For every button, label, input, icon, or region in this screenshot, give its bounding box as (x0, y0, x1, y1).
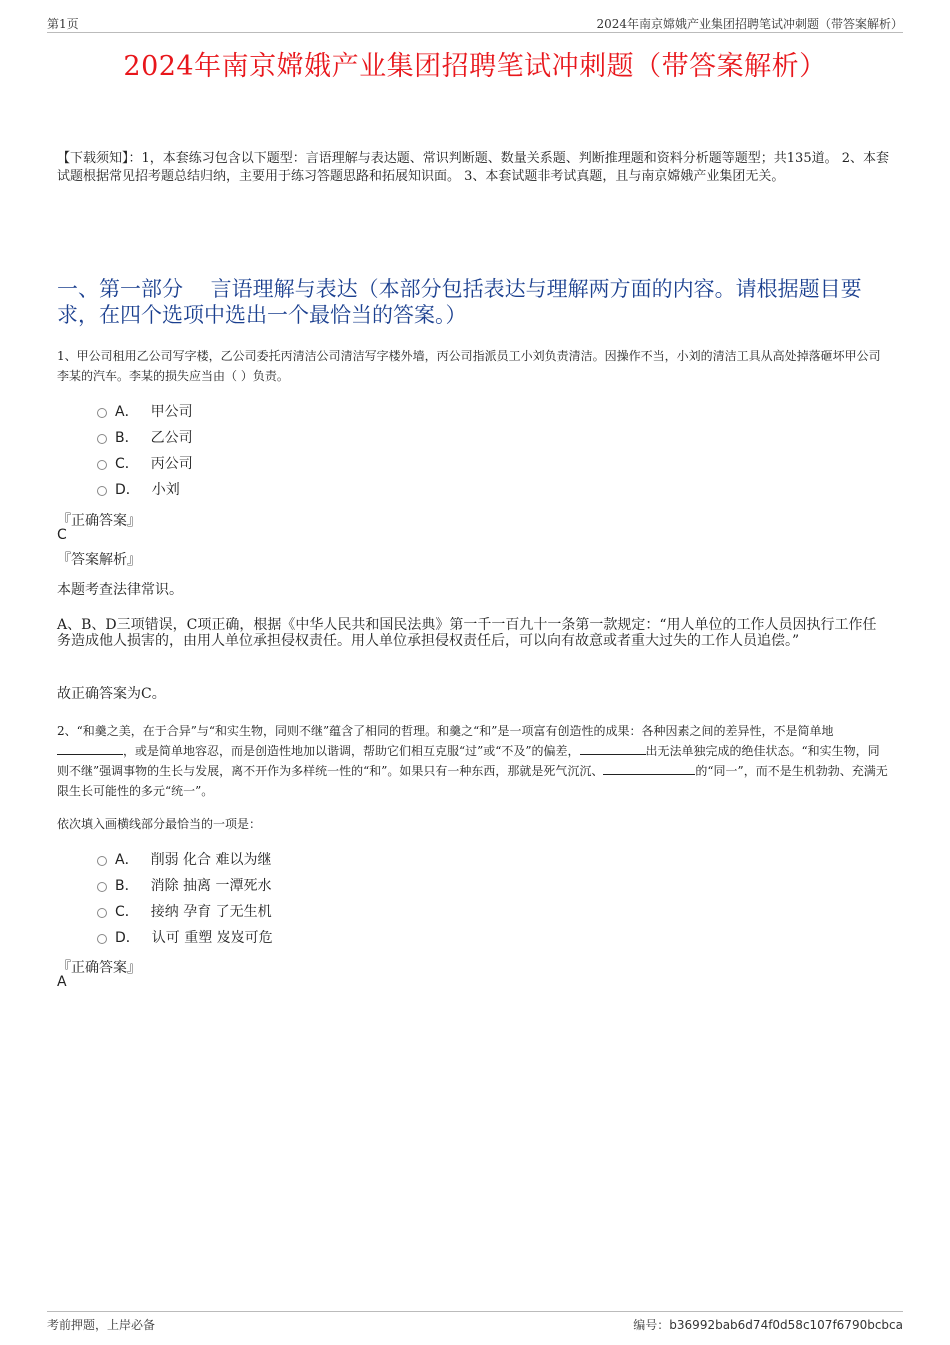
blank-3 (603, 762, 695, 775)
q1-analysis-conclusion: 故正确答案为C。 (57, 686, 166, 702)
question-2-prompt: 依次填入画横线部分最恰当的一项是： (57, 817, 262, 831)
radio-icon[interactable] (97, 856, 107, 866)
question-2-text: 2、“和羹之美，在于合异”与“和实生物，同则不继”蕴含了相同的哲理。和羹之“和”是一项富有创造性的成果：各种因素之间的差异性，不是简单地，或是简单地容忍，而是创造性地加以谐调，帮助它们相互克服“过”或“不及”的偏差， 出无法单独完成的绝佳状态。“和实生物，同则不继”强调事物的生长与发展，离不开作为多样统一性的“和”。如果只有一种东西，那就是死气沉沉、 的“同一”，而不是生机勃勃、充满无限生长可能性的多元“统一”。 (57, 724, 888, 798)
header-doc-title: 2024年南京嫦娥产业集团招聘笔试冲刺题（带答案解析） (596, 17, 903, 31)
q2-option-c[interactable]: C． 接纳 孕育 了无生机 (97, 898, 273, 924)
page-number: 第1页 (47, 17, 79, 31)
section-heading: 一、第一部分 言语理解与表达（本部分包括表达与理解两方面的内容。请根据题目要求，在四个选项中选出一个最恰当的答案。） (57, 277, 862, 327)
question-2-options (97, 846, 273, 950)
document-title: 2024年南京嫦娥产业集团招聘笔试冲刺题（带答案解析） (123, 51, 827, 82)
radio-icon[interactable] (97, 408, 107, 418)
q1-analysis-body: A、B、D三项错误，C项正确，根据《中华人民共和国民法典》第一千一百九十一条第一款规定：“用人单位的工作人员因执行工作任务造成他人损害的，由用人单位承担侵权责任。用人单位承担侵权责任后，可以向有故意或者重大过失的工作人员追偿。” (57, 617, 877, 649)
radio-icon[interactable] (97, 460, 107, 470)
q1-answer-label: 『正确答案』 (57, 513, 141, 529)
q1-option-d[interactable]: D． 小刘 (97, 476, 193, 502)
q1-analysis-label: 『答案解析』 (57, 552, 141, 568)
page-header (47, 14, 903, 33)
q2-option-b[interactable]: B． 消除 抽离 一潭死水 (97, 872, 273, 898)
radio-icon[interactable] (97, 882, 107, 892)
q1-option-c[interactable]: C． 丙公司 (97, 450, 193, 476)
radio-icon[interactable] (97, 434, 107, 444)
q1-analysis-intro: 本题考查法律常识。 (57, 582, 183, 598)
q2-answer-label: 『正确答案』 (57, 960, 141, 976)
question-1-options (97, 398, 193, 502)
q1-option-b[interactable]: B． 乙公司 (97, 424, 193, 450)
q2-option-a[interactable]: A． 削弱 化合 难以为继 (97, 846, 273, 872)
blank-2 (580, 742, 646, 755)
radio-icon[interactable] (97, 934, 107, 944)
footer-slogan: 考前押题，上岸必备 (47, 1318, 156, 1332)
footer-code: 编号：b36992bab6d74f0d58c107f6790bcbca (633, 1318, 903, 1332)
blank-1 (57, 742, 123, 755)
question-1-text: 1、甲公司租用乙公司写字楼，乙公司委托丙清洁公司清洁写字楼外墙，丙公司指派员工小刘负责清洁。因操作不当，小刘的清洁工具从高处掉落砸坏甲公司李某的汽车。李某的损失应当由（ ）负责。 (57, 349, 881, 383)
radio-icon[interactable] (97, 908, 107, 918)
page-footer (47, 1311, 903, 1334)
download-notice: 【下载须知】：1，本套练习包含以下题型：言语理解与表达题、常识判断题、数量关系题、判断推理题和资料分析题等题型；共135道。 2、本套试题根据常见招考题总结归纳，主要用于练习答题思路和拓展知识面。 3、本套试题非考试真题，且与南京嫦娥产业集团无关。 (57, 151, 889, 184)
q1-answer: C (57, 527, 67, 543)
radio-icon[interactable] (97, 486, 107, 496)
q2-answer: A (57, 974, 67, 990)
q2-option-d[interactable]: D． 认可 重塑 岌岌可危 (97, 924, 273, 950)
q1-option-a[interactable]: A． 甲公司 (97, 398, 193, 424)
